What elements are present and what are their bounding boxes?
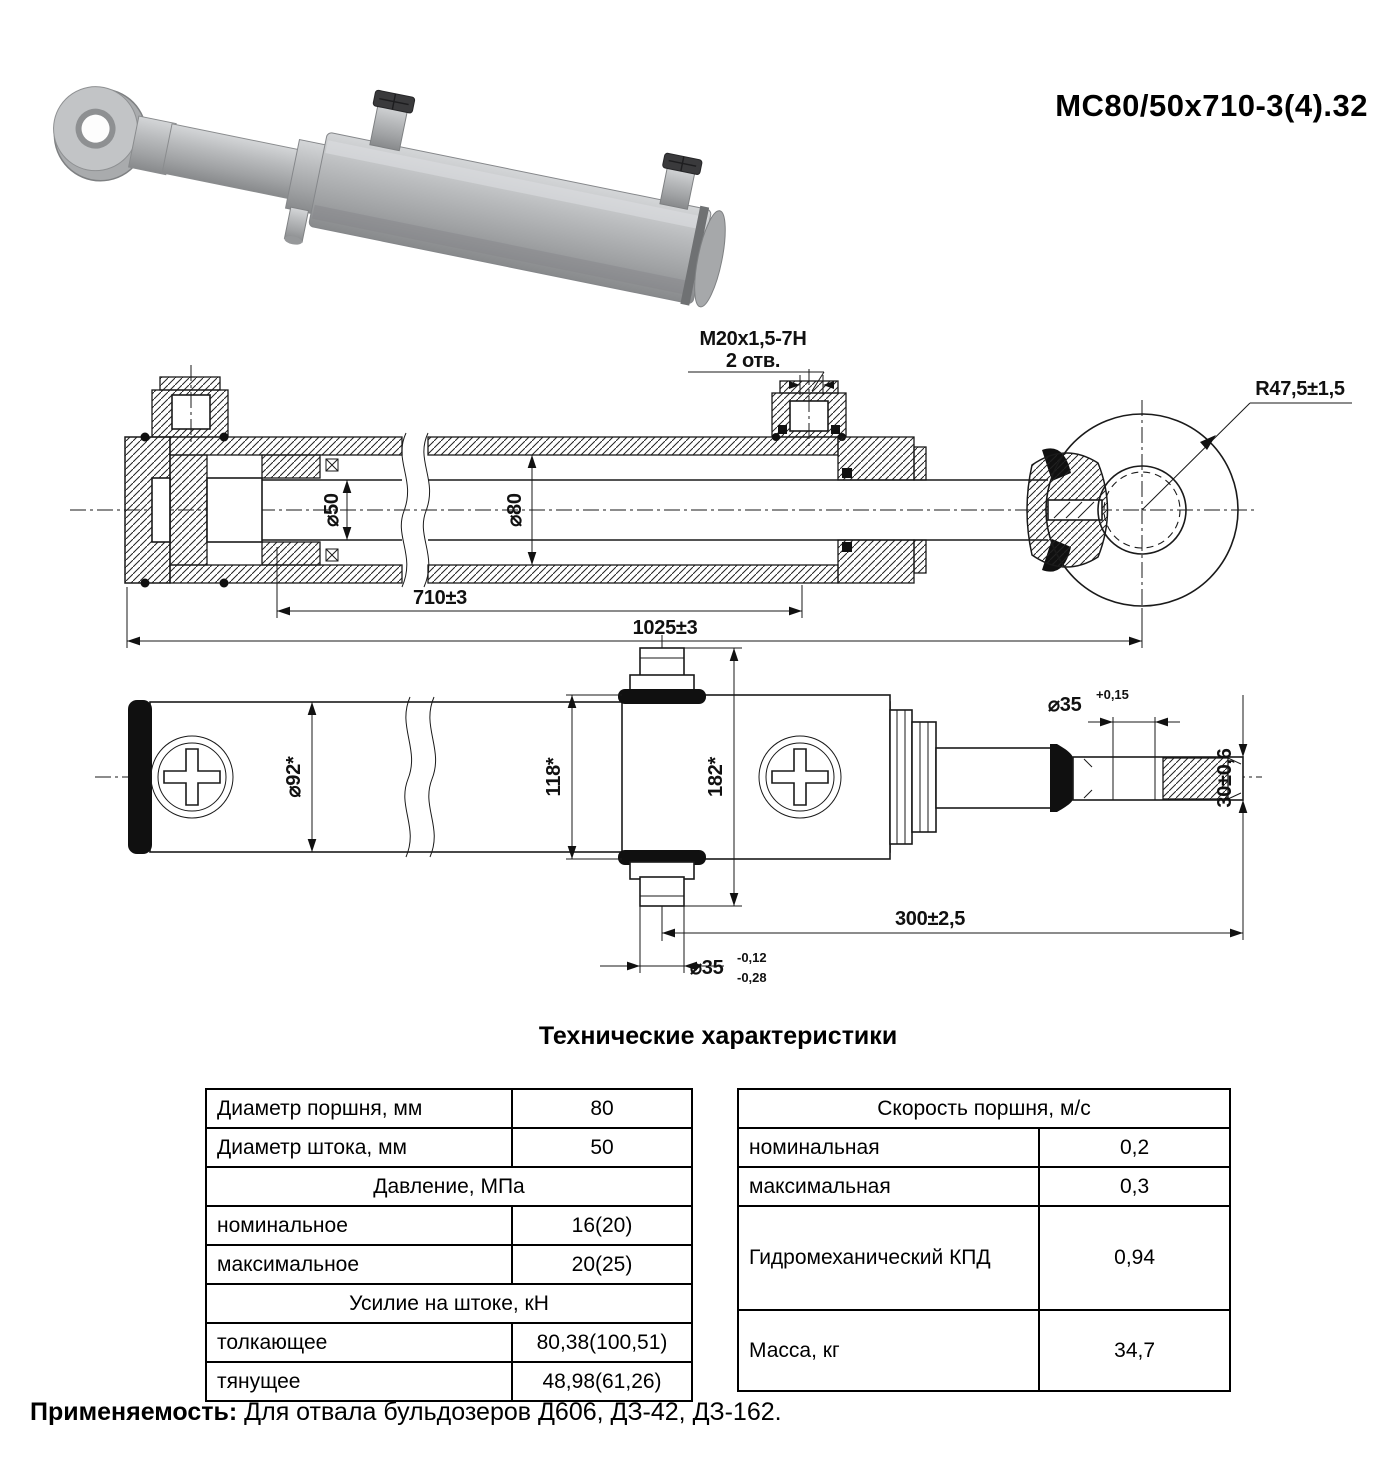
rod-end-section <box>207 478 262 542</box>
piston-section <box>170 455 207 565</box>
spec-value: 20(25) <box>512 1245 692 1284</box>
applicability-label: Применяемость: <box>30 1398 238 1426</box>
spec-label: Гидромеханический КПД <box>738 1206 1039 1310</box>
port-spigot-top <box>618 648 706 704</box>
rear-cap-bore <box>152 478 170 542</box>
body-diameter-label: ⌀92* <box>283 756 305 798</box>
dim-rod-extension <box>662 906 1243 941</box>
specs-section-title: Технические характеристики <box>538 1022 898 1050</box>
o-ring-dot <box>141 579 150 588</box>
end-cap-ring <box>128 700 152 854</box>
rod-diameter-label: ⌀50 <box>321 493 343 527</box>
spigot-tol-lower: -0,28 <box>737 970 767 985</box>
table-row <box>206 1284 692 1323</box>
table-row <box>206 1245 692 1284</box>
table-row <box>206 1206 692 1245</box>
port-thread-label: М20х1,5-7Н <box>699 328 807 350</box>
table-row <box>206 1089 692 1128</box>
spec-label: толкающее <box>206 1323 512 1362</box>
spec-label: Диаметр штока, мм <box>206 1128 512 1167</box>
table-row <box>738 1128 1230 1167</box>
table-row <box>206 1167 692 1206</box>
spec-value: 16(20) <box>512 1206 692 1245</box>
spec-value: 50 <box>512 1128 692 1167</box>
spec-label: тянущее <box>206 1362 512 1401</box>
dim-eye-radius <box>1142 378 1352 510</box>
collar-width-label: 118* <box>543 757 565 797</box>
dim-retracted-length <box>127 587 1142 648</box>
spec-value: 48,98(61,26) <box>512 1362 692 1401</box>
technical-drawing <box>0 315 1395 1005</box>
spec-table-left <box>205 1088 693 1402</box>
spec-label: Диаметр поршня, мм <box>206 1089 512 1128</box>
table-row <box>738 1206 1230 1310</box>
bore-diameter-label: ⌀80 <box>504 493 526 527</box>
port-boss-left <box>152 365 228 447</box>
applicability-text: Для отвала бульдозеров Д606, ДЗ-42, ДЗ-162. <box>244 1398 782 1426</box>
cross-plug-1 <box>151 736 233 818</box>
spec-group-header: Скорость поршня, м/с <box>738 1089 1230 1128</box>
spec-value: 0,2 <box>1039 1128 1230 1167</box>
spec-value: 80 <box>512 1089 692 1128</box>
section-view <box>70 328 1352 648</box>
table-row <box>206 1362 692 1401</box>
spigot-diameter-label: ⌀35 <box>690 957 724 979</box>
port-boss-right <box>772 369 846 447</box>
dim-rod-end-bore <box>1048 687 1180 722</box>
ball-slot <box>1048 500 1102 520</box>
dim-spigot-diameter <box>600 906 767 985</box>
table-row <box>738 1167 1230 1206</box>
dim-bore-diameter <box>504 455 532 565</box>
spec-group-header: Давление, МПа <box>206 1167 692 1206</box>
spec-label: номинальная <box>738 1128 1039 1167</box>
tube-wall <box>428 565 838 583</box>
dim-rod-end-width <box>1214 695 1243 940</box>
o-ring-dot <box>220 579 229 588</box>
spec-table-right <box>737 1088 1231 1392</box>
product-code-title: МС80/50х710-3(4).32 <box>1055 88 1368 123</box>
rod-end-bore-tol: +0,15 <box>1096 687 1129 702</box>
retracted-length-label: 1025±3 <box>632 617 698 639</box>
table-row <box>738 1310 1230 1391</box>
spec-label: номинальное <box>206 1206 512 1245</box>
table-row <box>206 1128 692 1167</box>
rod-end-width-label: 30±0,6 <box>1214 748 1236 808</box>
spec-value: 0,94 <box>1039 1206 1230 1310</box>
rod-extension-label: 300±2,5 <box>894 908 966 930</box>
outline-view <box>95 635 1262 985</box>
o-ring-dot <box>220 433 229 442</box>
table-row <box>206 1323 692 1362</box>
port-holes-label: 2 отв. <box>725 350 781 372</box>
cylinder-3d-render <box>30 70 830 330</box>
rod-end-bore-label: ⌀35 <box>1048 694 1082 716</box>
applicability-note <box>30 1398 782 1427</box>
guide-bushing <box>262 455 320 478</box>
spec-value: 34,7 <box>1039 1310 1230 1391</box>
guide-bushing <box>262 542 320 565</box>
spec-label: максимальная <box>738 1167 1039 1206</box>
rod-seal-cone <box>1050 744 1073 812</box>
eye-radius-label: R47,5±1,5 <box>1255 378 1345 400</box>
tube-wall <box>170 437 402 455</box>
o-ring-dot <box>141 433 150 442</box>
spigot-tol-upper: -0,12 <box>737 950 767 965</box>
spec-value: 80,38(100,51) <box>512 1323 692 1362</box>
cross-plug-2 <box>759 736 841 818</box>
spec-label: максимальное <box>206 1245 512 1284</box>
spec-value: 0,3 <box>1039 1167 1230 1206</box>
tube-wall <box>170 565 402 583</box>
port-spigot-bottom <box>618 850 706 906</box>
piston-rod <box>936 748 1052 808</box>
table-row <box>738 1089 1230 1128</box>
gland-nut <box>890 710 936 844</box>
ports-span-label: 182* <box>705 757 727 797</box>
port-collar-block <box>622 695 890 859</box>
piston-rod-3d <box>162 124 299 199</box>
stroke-dim-label: 710±3 <box>413 587 467 609</box>
spec-group-header: Усилие на штоке, кН <box>206 1284 692 1323</box>
spec-label: Масса, кг <box>738 1310 1039 1391</box>
